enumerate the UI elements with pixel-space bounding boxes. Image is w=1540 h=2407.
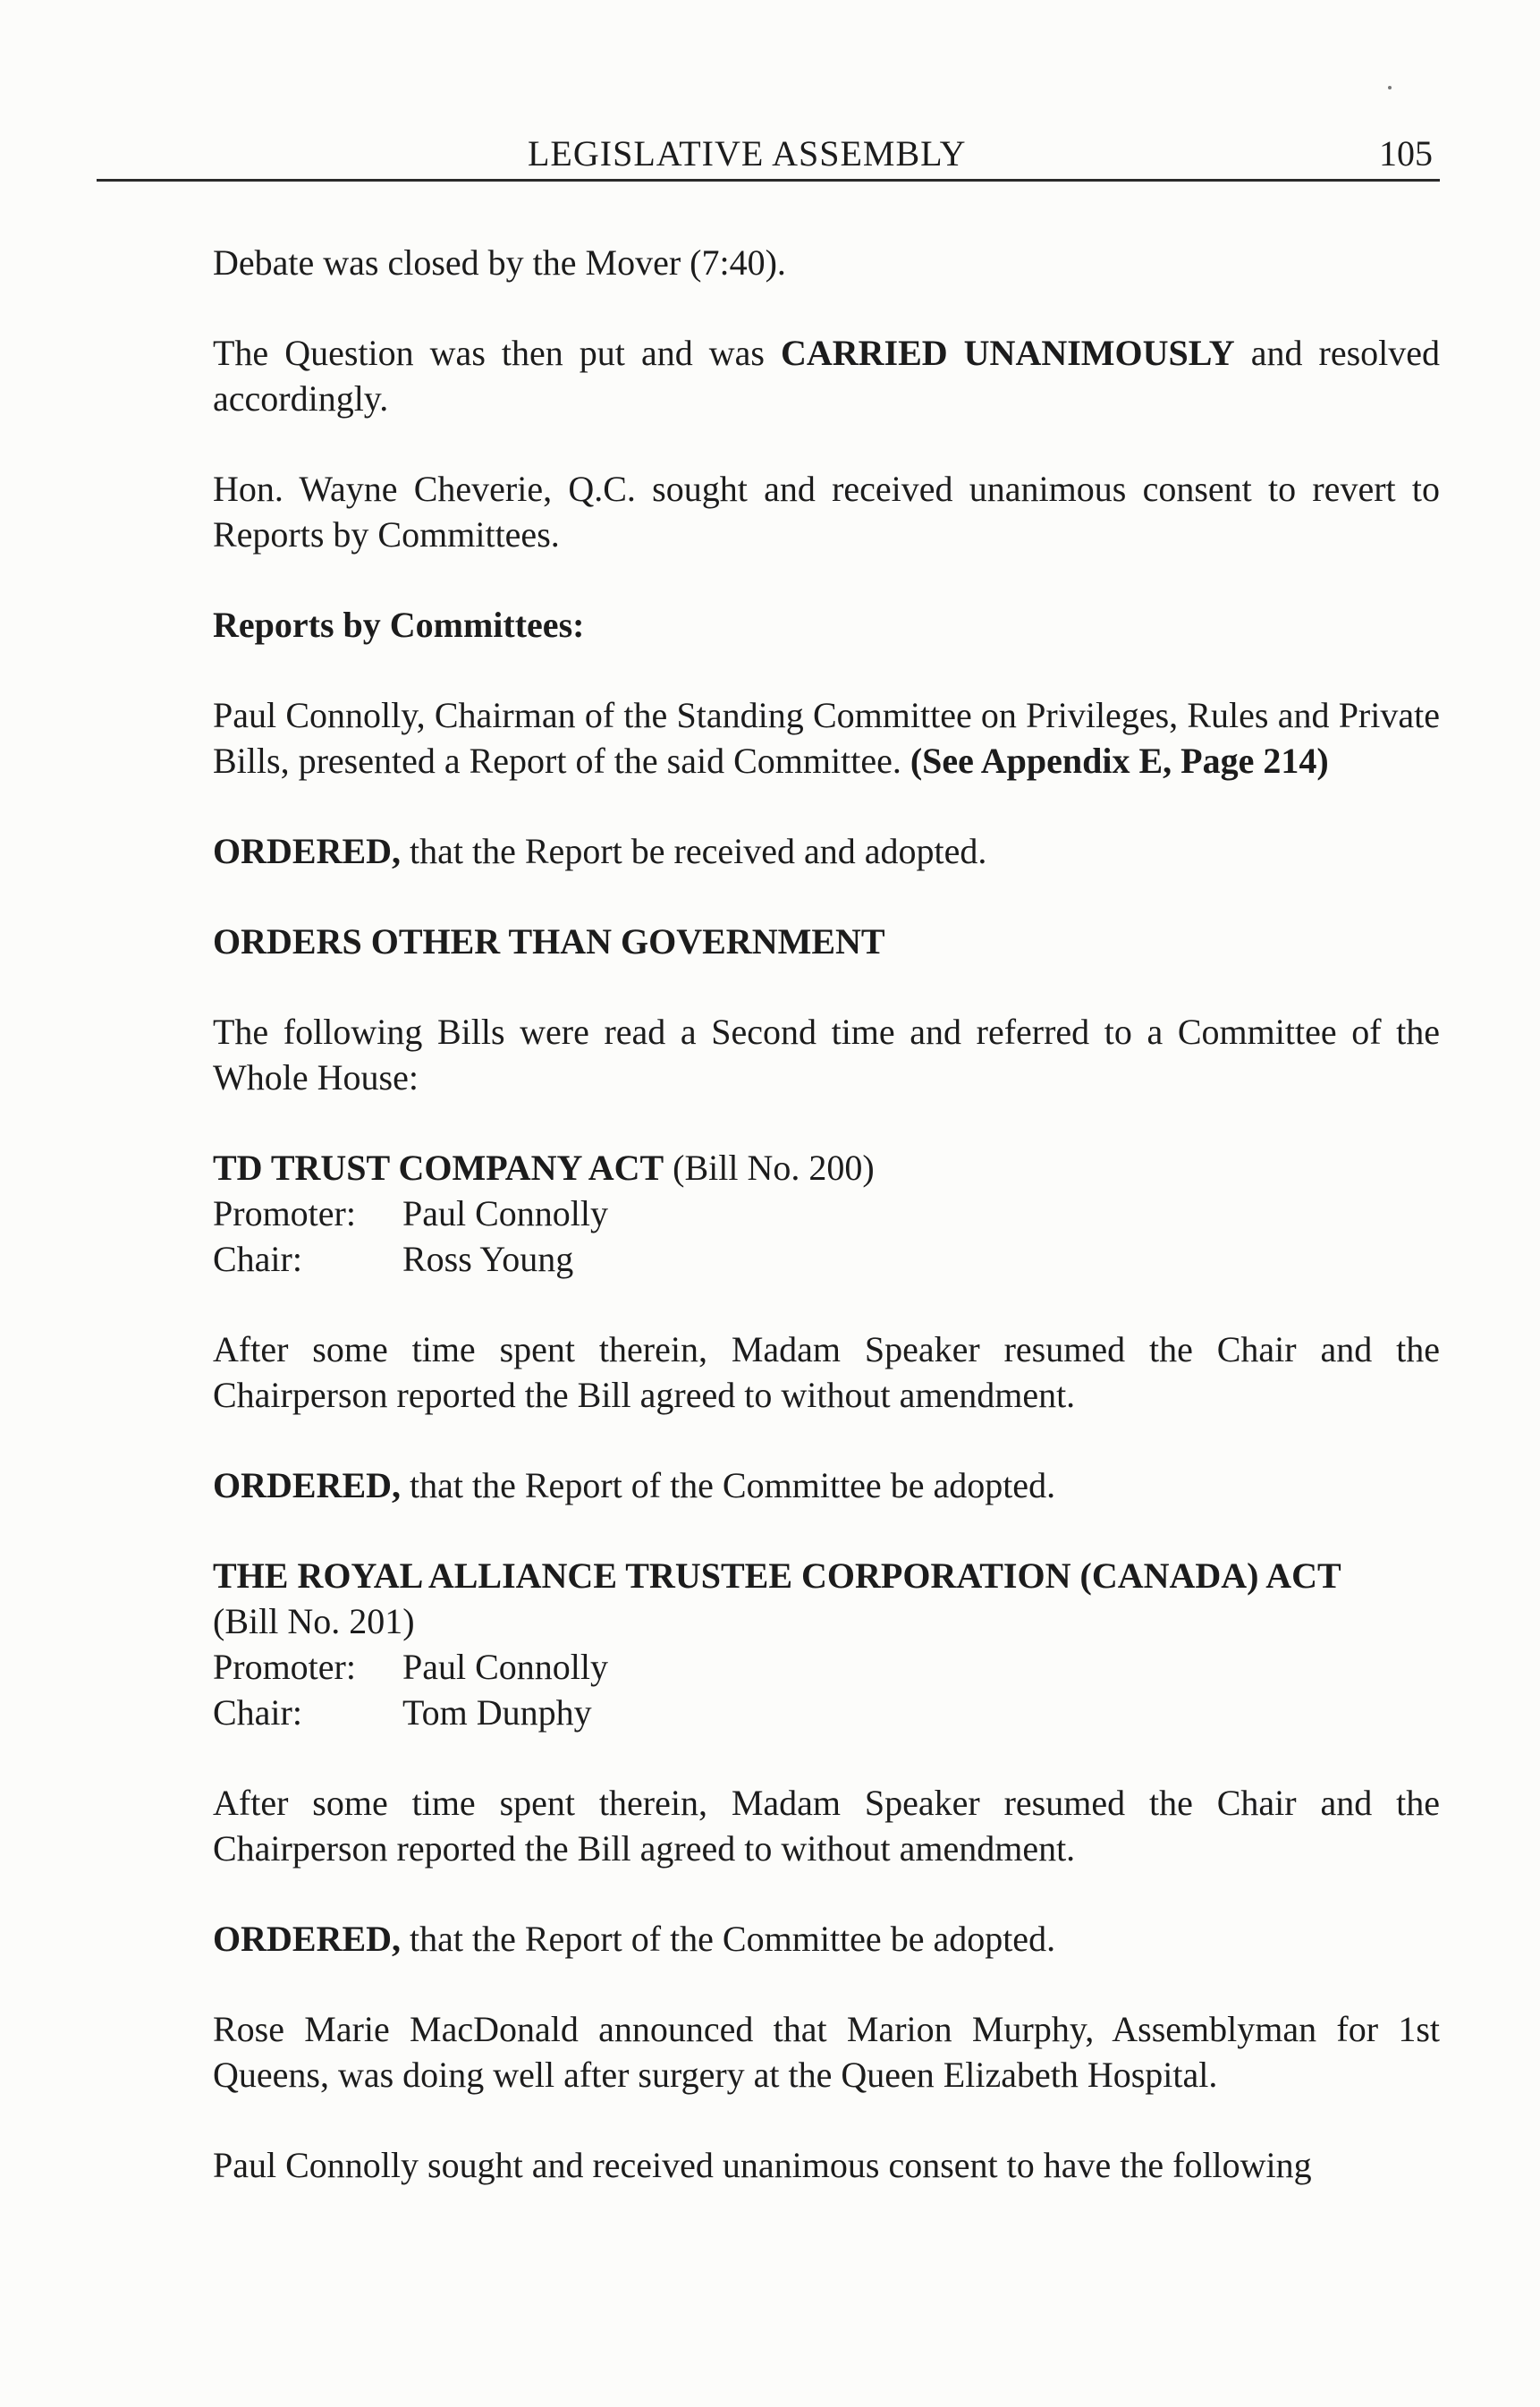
bill-200-title — [213, 1145, 1440, 1191]
bill-201-block — [213, 1553, 1440, 1735]
paragraph-revert-consent: Hon. Wayne Cheverie, Q.C. sought and received unanimous consent to revert to Reports by Committees. — [213, 469, 1440, 555]
ordered-committee-adopted-2 — [213, 1916, 1440, 1962]
text: The Question was then put and was — [213, 333, 781, 373]
chair-value: Ross Young — [402, 1239, 574, 1279]
text: and resolved accordingly. — [213, 333, 1441, 419]
ordered-committee-adopted-1 — [213, 1462, 1440, 1508]
promoter-label: Promoter: — [213, 1647, 356, 1687]
carried-unanimously: CARRIED UNANIMOUSLY — [780, 333, 1235, 373]
text: Paul Connolly, Chairman of the Standing Committee on Privileges, Rules and Private Bills, presented a Report of the said Committee. — [213, 695, 1440, 781]
paragraph-committee-time-2: After some time spent therein, Madam Speaker resumed the Chair and the Chairperson reported the Bill agreed to without amendment. — [213, 1783, 1440, 1869]
appendix-reference: (See Appendix E, Page 214) — [910, 741, 1329, 781]
bill-201-promoter — [213, 1644, 1440, 1690]
ordered-report-adopted — [213, 828, 1440, 874]
chair-label: Chair: — [213, 1692, 302, 1733]
bill-201-title: THE ROYAL ALLIANCE TRUSTEE CORPORATION (CANADA) ACT — [213, 1555, 1341, 1596]
text: that the Report be received and adopted. — [401, 831, 987, 871]
bill-200-promoter — [213, 1191, 1440, 1236]
promoter-label: Promoter: — [213, 1193, 356, 1233]
text: that the Report of the Committee be adopted. — [401, 1919, 1056, 1959]
chair-label: Chair: — [213, 1239, 302, 1279]
bill-title: TD TRUST COMPANY ACT — [213, 1148, 664, 1188]
page-number: 105 — [1379, 133, 1433, 174]
header-rule — [97, 179, 1440, 182]
paragraph-debate-closed: Debate was closed by the Mover (7:40). — [213, 242, 786, 283]
chair-value: Tom Dunphy — [402, 1692, 592, 1733]
running-header-title: LEGISLATIVE ASSEMBLY — [528, 133, 967, 174]
bill-200-block — [213, 1145, 1440, 1282]
ordered-label: ORDERED, — [213, 1919, 402, 1959]
paragraph-question-carried — [213, 330, 1440, 421]
orders-heading: ORDERS OTHER THAN GOVERNMENT — [213, 921, 885, 962]
promoter-value: Paul Connolly — [402, 1193, 609, 1233]
reports-heading: Reports by Committees: — [213, 605, 585, 645]
paragraph-committee-time-1: After some time spent therein, Madam Speaker resumed the Chair and the Chairperson reported the Bill agreed to without amendment. — [213, 1329, 1440, 1415]
paragraph-bills-second-reading: The following Bills were read a Second time and referred to a Committee of the Whole House: — [213, 1012, 1440, 1098]
paragraph-committee-report — [213, 692, 1440, 784]
page-body — [213, 240, 1440, 2233]
bill-201-chair — [213, 1690, 1440, 1735]
paragraph-announcement: Rose Marie MacDonald announced that Marion Murphy, Assemblyman for 1st Queens, was doing well after surgery at the Queen Elizabeth Hospital. — [213, 2009, 1440, 2095]
scan-speck — [1388, 86, 1392, 89]
bill-number: (Bill No. 200) — [664, 1148, 875, 1188]
paragraph-consent-continued: Paul Connolly sought and received unanimous consent to have the following — [213, 2145, 1312, 2185]
promoter-value: Paul Connolly — [402, 1647, 609, 1687]
bill-201-number: (Bill No. 201) — [213, 1601, 415, 1641]
text: that the Report of the Committee be adopted. — [401, 1465, 1056, 1505]
ordered-label: ORDERED, — [213, 831, 402, 871]
bill-200-chair — [213, 1236, 1440, 1282]
ordered-label: ORDERED, — [213, 1465, 402, 1505]
